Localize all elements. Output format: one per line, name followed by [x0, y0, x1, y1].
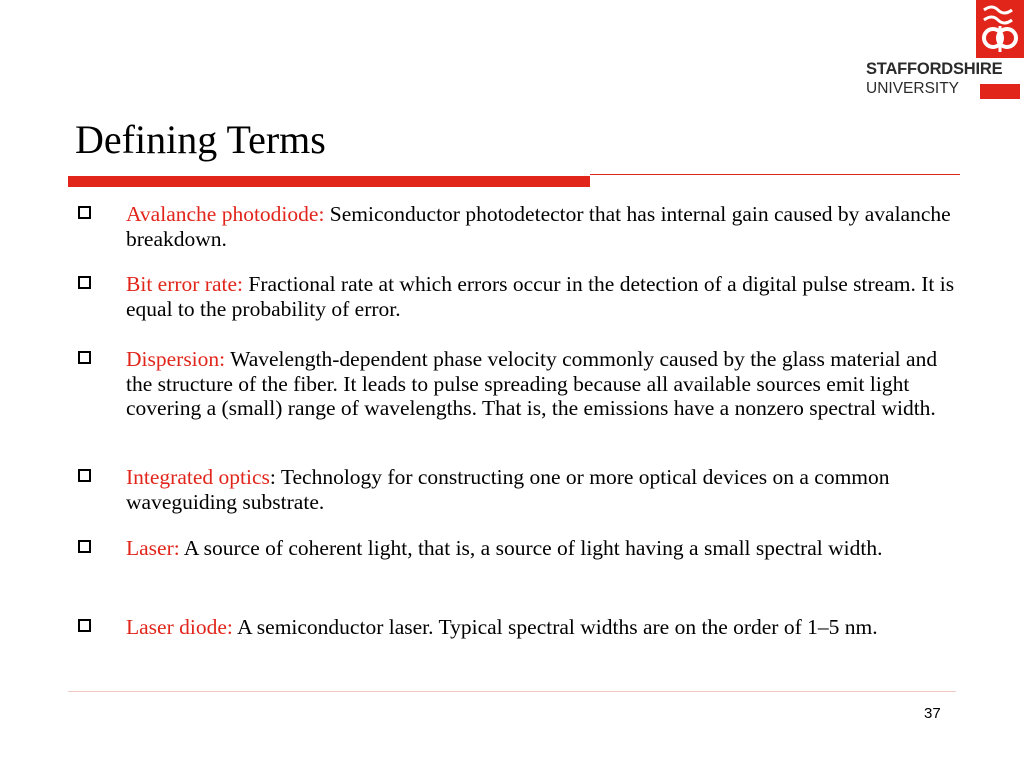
footer-divider — [68, 691, 956, 692]
page-number: 37 — [924, 705, 941, 722]
checkbox-bullet-icon — [78, 540, 91, 553]
checkbox-bullet-icon — [78, 276, 91, 289]
bullet-text — [126, 465, 956, 514]
bullet-term: Laser: — [126, 536, 180, 560]
logo-line-2: UNIVERSITY — [866, 80, 960, 97]
bullet-term: Laser diode: — [126, 615, 233, 639]
bullet-definition: Fractional rate at which errors occur in the detection of a digital pulse stream. It is equal to the probability of error. — [126, 272, 955, 321]
bullet-text — [126, 272, 956, 321]
slide-title: Defining Terms — [75, 117, 326, 162]
bullet-text — [126, 536, 956, 561]
bullet-text — [126, 347, 956, 421]
bullet-term: Bit error rate: — [126, 272, 244, 296]
checkbox-bullet-icon — [78, 469, 91, 482]
bullet-text — [126, 202, 956, 251]
bullet-definition: Semiconductor photodetector that has internal gain caused by avalanche breakdown. — [126, 202, 951, 251]
bullet-term: Dispersion: — [126, 347, 226, 371]
bullet-definition: A semiconductor laser. Typical spectral widths are on the order of 1–5 nm. — [232, 615, 878, 639]
checkbox-bullet-icon — [78, 619, 91, 632]
bullet-term: Avalanche photodiode: — [126, 202, 325, 226]
bullet-definition: Wavelength-dependent phase velocity commonly caused by the glass material and the structure of the fiber. It leads to pulse spreading because all available sources emit light covering a (small) range of wavelengths. That is, the emissions have a nonzero spectral width. — [126, 347, 938, 420]
bullet-definition: : Technology for constructing one or more optical devices on a common waveguiding substrate. — [126, 465, 890, 514]
logo-line-1: STAFFORDSHIRE — [866, 60, 1003, 78]
bullet-term: Integrated optics — [126, 465, 270, 489]
bullet-text — [126, 615, 956, 640]
bullet-definition: A source of coherent light, that is, a source of light having a small spectral width. — [179, 536, 883, 560]
checkbox-bullet-icon — [78, 351, 91, 364]
checkbox-bullet-icon — [78, 206, 91, 219]
